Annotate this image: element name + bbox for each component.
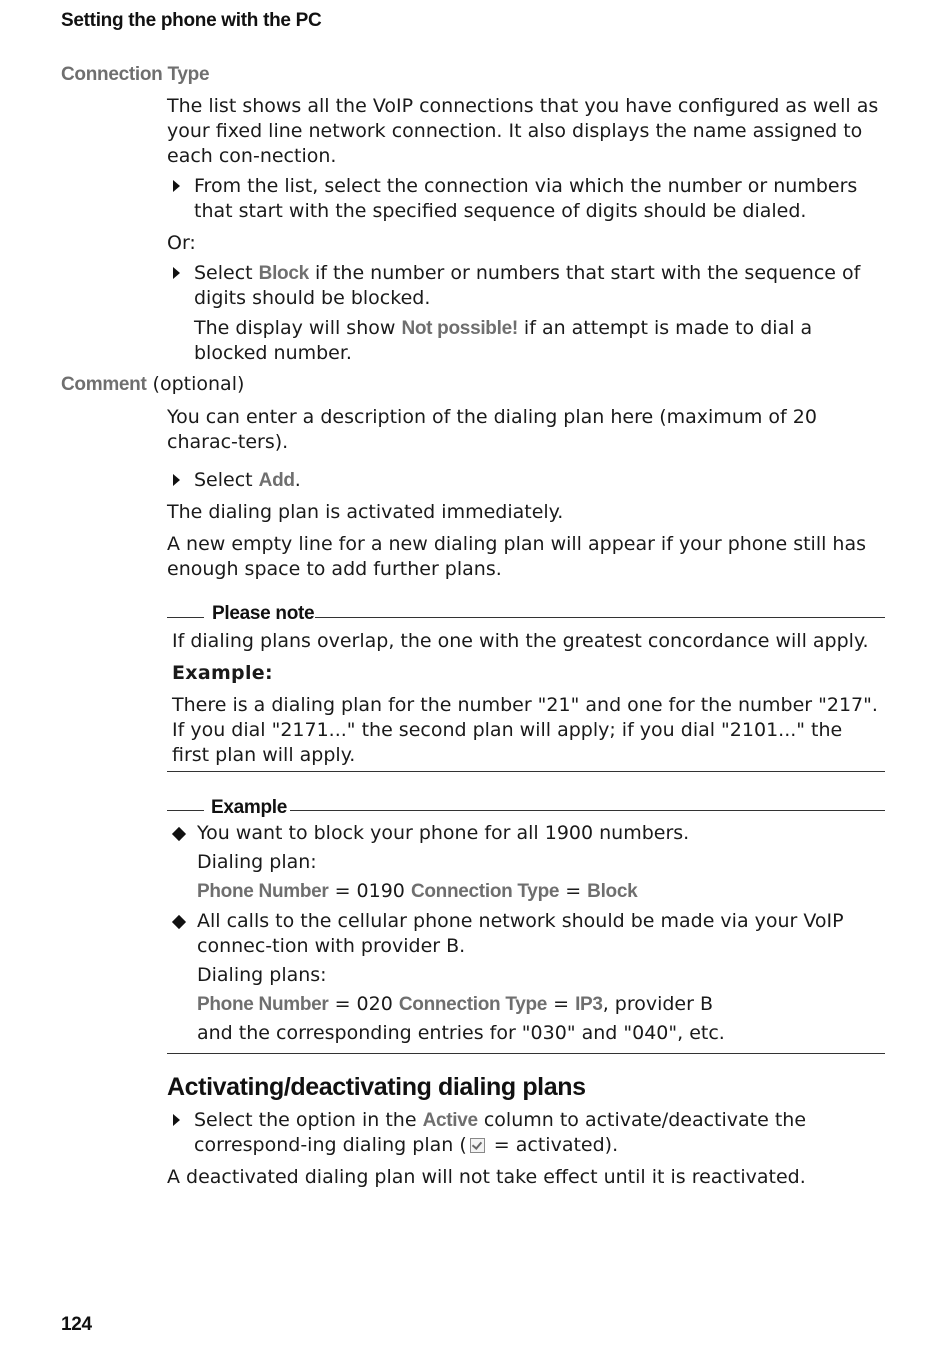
step-select-block-pre: Select (194, 262, 259, 284)
step-select-block-post: if the number or numbers that start with the sequence of digits should be blocked. (194, 262, 861, 309)
list-item (170, 909, 885, 959)
step-add-post: . (294, 469, 301, 491)
example-sub: Dialing plans: (197, 964, 327, 986)
result-new-line: A new empty line for a new dialing plan will appear if your phone still has enough space to add further plans. (167, 533, 867, 580)
checkbox-icon (470, 1138, 485, 1153)
section-title: Activating/deactivating dialing plans (167, 1073, 586, 1101)
example-body (170, 821, 885, 1046)
ui-term-ip3: IP3 (575, 994, 603, 1015)
comment-block (167, 405, 885, 582)
list-item (167, 1108, 885, 1158)
note-rule-left (167, 617, 204, 618)
step-add-pre: Select (194, 469, 259, 491)
please-note-body (172, 629, 884, 768)
note-post: if an attempt is made to dial a blocked number. (194, 317, 813, 364)
ui-term-connection-type: Connection Type (410, 881, 560, 902)
section-after: A deactivated dialing plan will not take effect until it is reactivated. (167, 1166, 806, 1188)
term-comment-suffix: (optional) (146, 373, 245, 395)
plan-equals: = (547, 993, 576, 1015)
ui-term-add: Add (258, 470, 295, 491)
please-note-example: There is a dialing plan for the number "21" and one for the number "217". If you dial "2171..." the second plan will apply; if you dial "2101..." the first plan will apply. (172, 694, 878, 766)
term-comment-line (61, 372, 244, 397)
example-item-1: You want to block your phone for all 1900 numbers. (197, 822, 690, 844)
example-rule-right (290, 810, 885, 811)
example-item-2: All calls to the cellular phone network should be made via your VoIP connec-tion with provider B. (197, 910, 844, 957)
section-step-mid: column to activate/deactivate the correspond-ing dialing plan ( (194, 1109, 807, 1156)
right-triangle-icon (167, 468, 183, 493)
ui-term-block: Block (587, 881, 638, 902)
right-triangle-icon (167, 261, 183, 286)
ui-term-phone-number: Phone Number (197, 994, 329, 1015)
section-step-pre: Select the option in the (194, 1109, 423, 1131)
note-rule-right (315, 617, 885, 618)
ui-term-active: Active (422, 1110, 478, 1131)
section-step-post: = activated). (487, 1134, 619, 1156)
connection-type-block (167, 94, 885, 366)
example-title: Example (211, 797, 288, 818)
diamond-icon (170, 909, 186, 934)
ui-term-not-possible: Not possible! (401, 318, 518, 339)
running-header: Setting the phone with the PC (61, 10, 322, 31)
example-plan-2 (170, 992, 885, 1017)
list-item (167, 468, 885, 493)
list-item (167, 261, 885, 311)
term-comment: Comment (61, 374, 147, 395)
page-number: 124 (61, 1314, 92, 1335)
connection-type-desc: The list shows all the VoIP connections that you have configured as well as your fixed line network connection. It also displays the name assigned to each con-nection. (167, 95, 879, 167)
section-body (167, 1108, 885, 1190)
ui-term-phone-number: Phone Number (197, 881, 329, 902)
diamond-icon (170, 821, 186, 846)
result-activated: The dialing plan is activated immediately. (167, 501, 564, 523)
plan-value: = 0190 (328, 880, 411, 902)
example-more: and the corresponding entries for "030" and "040", etc. (197, 1022, 725, 1044)
note-rule-bottom (167, 771, 885, 772)
step-select-connection: From the list, select the connection via which the number or numbers that start with the specified sequence of digits should be dialed. (194, 175, 858, 222)
list-item (170, 821, 885, 846)
term-connection-type: Connection Type (61, 64, 210, 85)
list-item (167, 174, 885, 224)
ui-term-block: Block (258, 263, 309, 284)
right-triangle-icon (167, 174, 183, 199)
right-triangle-icon (167, 1108, 183, 1133)
list-item-note (167, 316, 885, 366)
ui-term-connection-type: Connection Type (398, 994, 548, 1015)
example-plan-1 (170, 879, 885, 904)
or-text: Or: (167, 232, 196, 254)
note-pre: The display will show (194, 317, 402, 339)
example-rule-left (167, 810, 204, 811)
example-rule-bottom (167, 1053, 885, 1054)
please-note-title: Please note (212, 603, 315, 624)
example-sub: Dialing plan: (197, 851, 317, 873)
example-label: Example: (172, 662, 273, 684)
plan-value: = 020 (328, 993, 399, 1015)
plan-tail: , provider B (602, 993, 714, 1015)
comment-desc: You can enter a description of the dialing plan here (maximum of 20 charac-ters). (167, 406, 817, 453)
please-note-text: If dialing plans overlap, the one with the greatest concordance will apply. (172, 630, 869, 652)
plan-equals: = (559, 880, 588, 902)
